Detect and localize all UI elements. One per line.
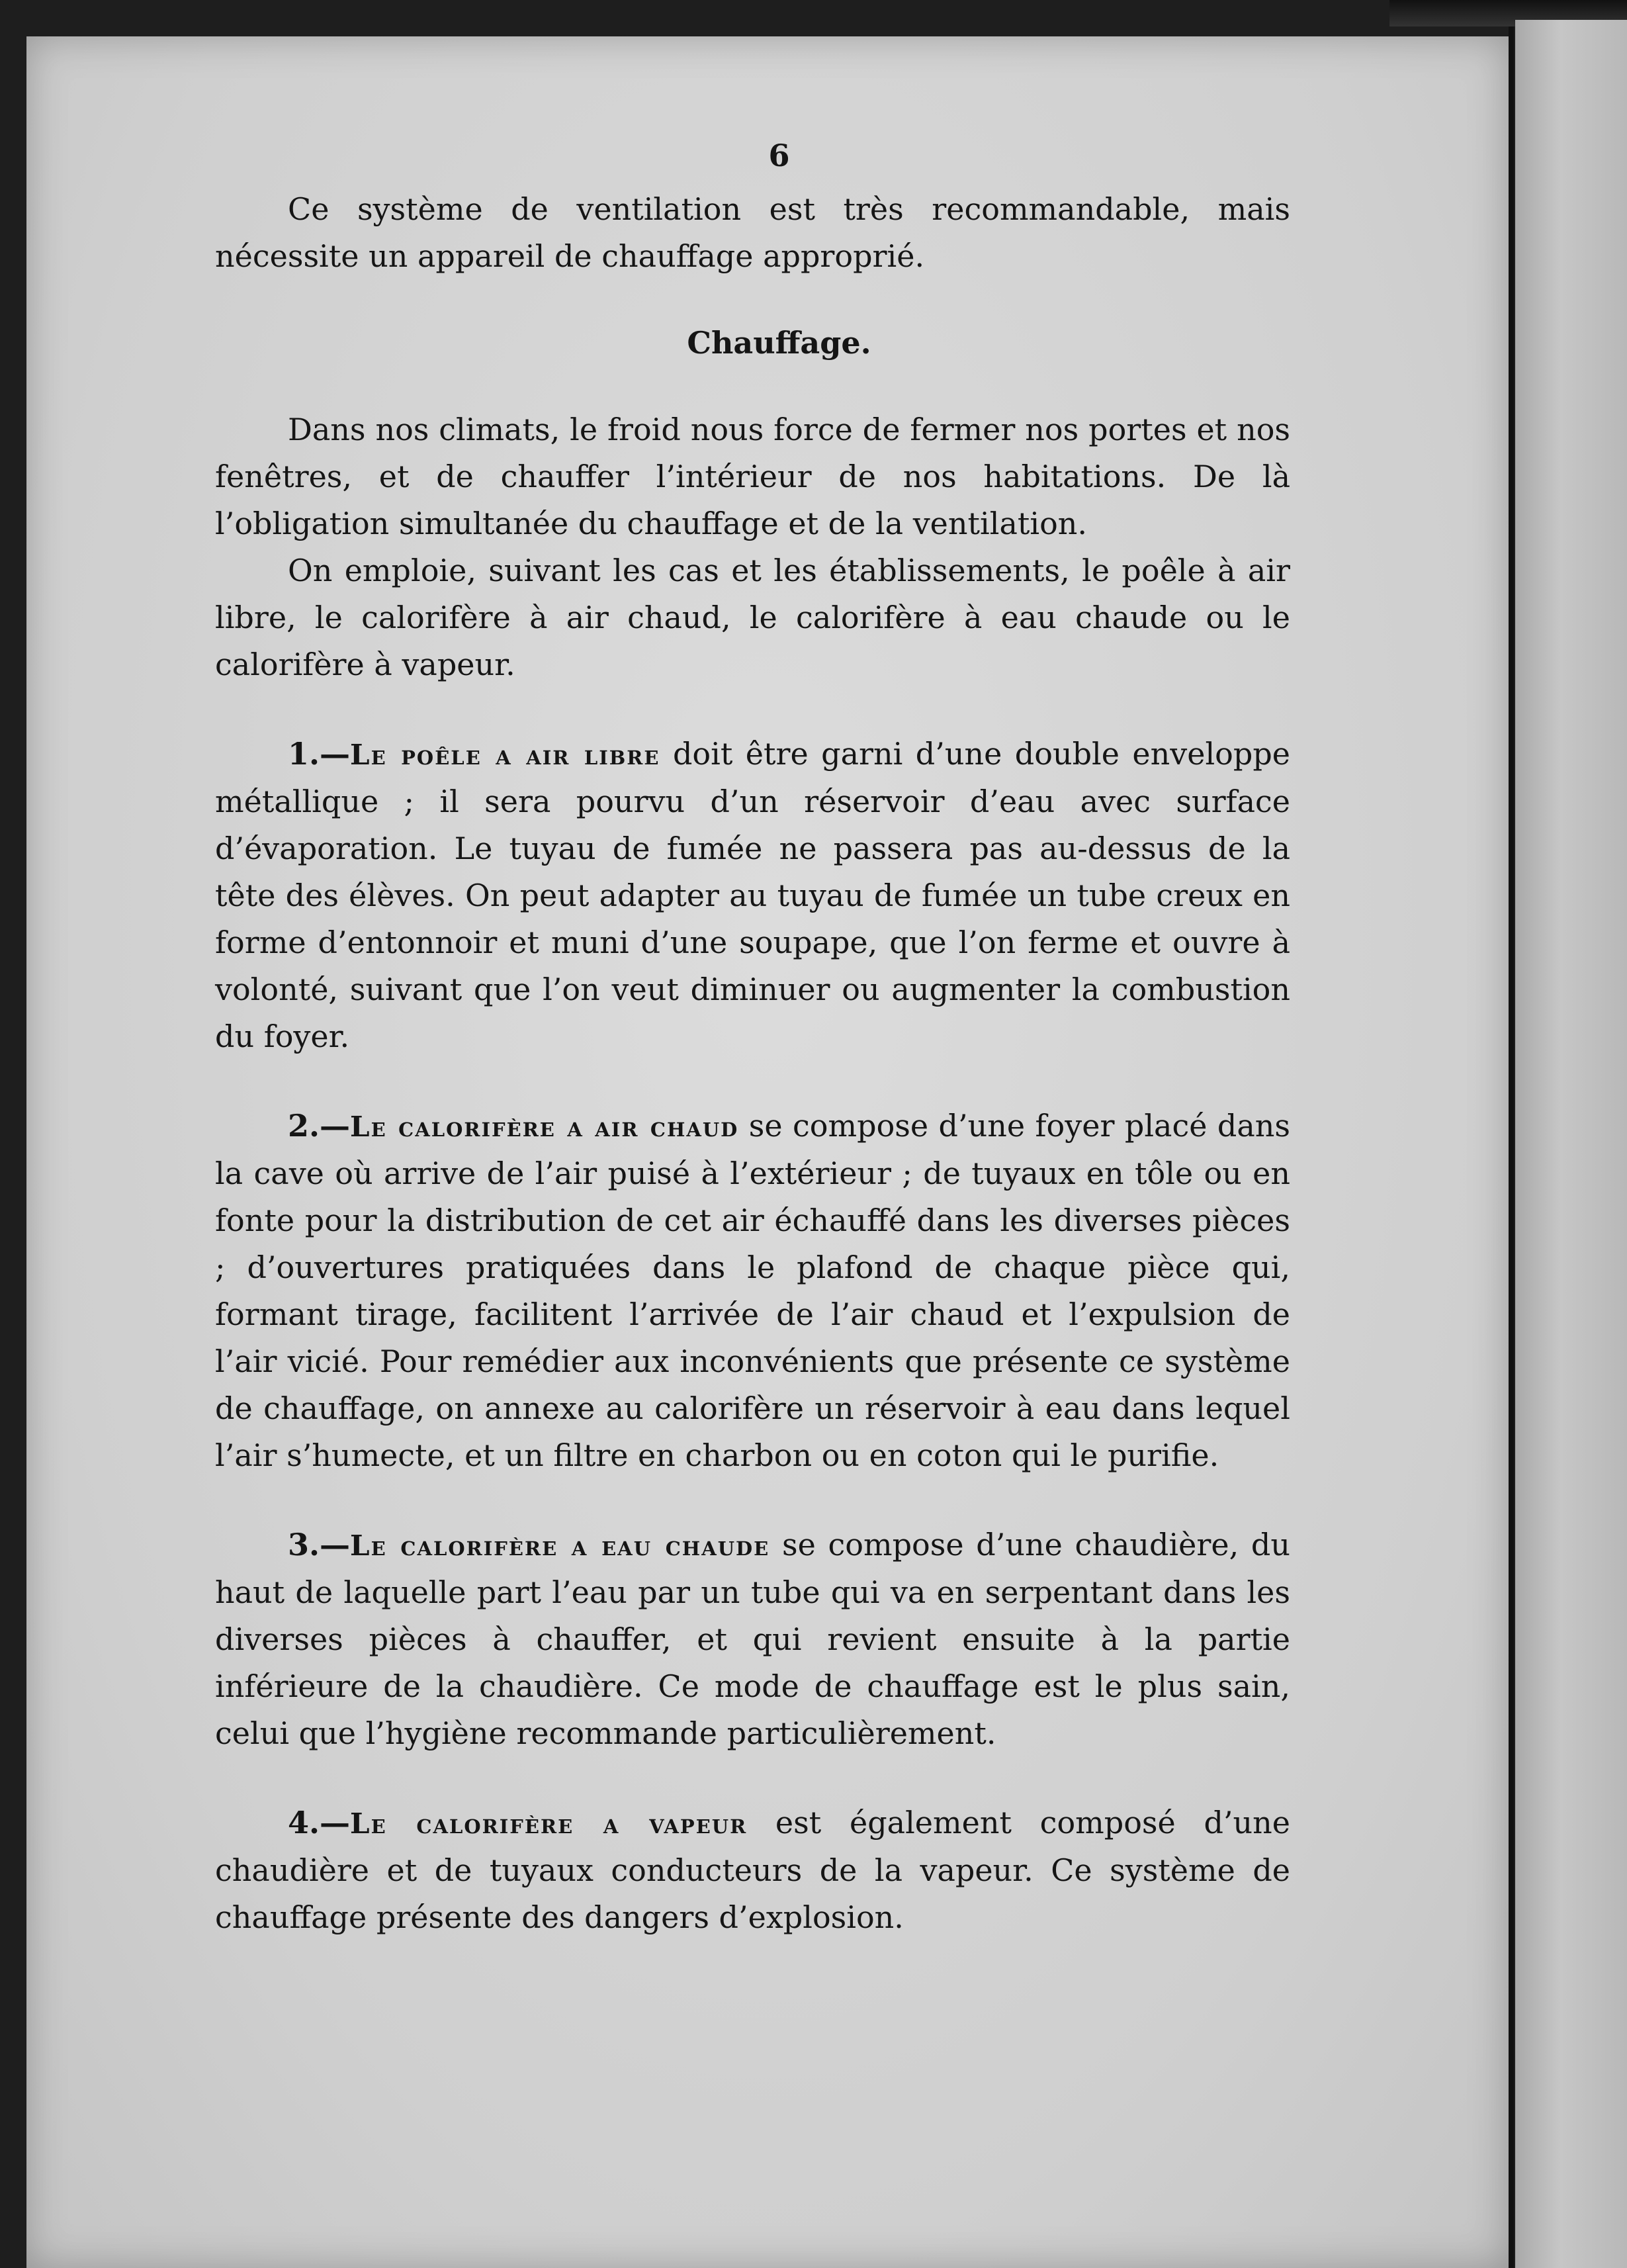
item-title: Le calorifère a eau chaude [350,1529,770,1562]
page-number: 6 [768,138,790,173]
item-text: doit être garni d’une double enveloppe métallique ; il sera pourvu d’un réservoir d’eau avec surface d’évaporation. Le tuyau de fumée ne passera pas au-dessus de la tête des élèves. On peut adapter au tuyau de fumée un tube creux en forme d’entonnoir et muni d’une soupape, que l’on ferme et ouvre à volonté, suivant que l’on veut diminuer ou augmenter la combustion du foyer. [215,736,1290,1054]
item-text: est également composé d’une chaudière et de tuyaux conducteurs de la vapeur. Ce système de chauffage présente des dangers d’explosion. [215,1805,1290,1935]
intro-paragraph: Ce système de ventilation est très recommandable, mais nécessite un appareil de chauffage approprié. [215,191,1290,274]
paragraph-climate: Dans nos climats, le froid nous force de fermer nos portes et nos fenêtres, et de chauffer l’intérieur de nos habitations. De là l’obligation simultanée du chauffage et de la ventilation. [215,412,1290,541]
paragraph-heating-types: On emploie, suivant les cas et les établissements, le poêle à air libre, le calorifère à air chaud, le calorifère à eau chaude ou le calorifère à vapeur. [215,553,1290,682]
item-number: 2.— [288,1108,351,1144]
item-1 [215,731,1290,1060]
item-2 [215,1103,1290,1479]
item-number: 4.— [288,1805,351,1840]
item-title: Le calorifère a vapeur [350,1807,748,1840]
item-text: se compose d’une chaudière, du haut de laquelle part l’eau par un tube qui va en serpentant dans les diverses pièces à chauffer, et qui revient ensuite à la partie inférieure de la chaudière. Ce mode de chauffage est le plus sain, celui que l’hygiène recommande particulièrement. [215,1527,1290,1751]
page-text [215,132,1290,1941]
item-number: 3.— [288,1527,351,1563]
spacer [215,1479,1290,1521]
item-title: Le poêle a air libre [350,739,660,771]
spacer [215,1757,1290,1799]
spacer [215,1060,1290,1103]
item-4 [215,1799,1290,1941]
item-number: 1.— [288,736,351,772]
section-heading: Chauffage. [687,325,871,361]
item-3 [215,1521,1290,1757]
item-text: se compose d’une foyer placé dans la cave où arrive de l’air puisé à l’extérieur ; de tuyaux en tôle ou en fonte pour la distribution de cet air échauffé dans les diverses pièces ; d’ouvertures pratiquées dans le plafond de chaque pièce qui, formant tirage, facilitent l’arrivée de l’air chaud et l’expulsion de l’air vicié. Pour remédier aux inconvénients que présente ce système de chauffage, on annexe au calorifère un réservoir à eau dans lequel l’air s’humecte, et un filtre en charbon ou en coton qui le purifie. [215,1108,1290,1473]
adjacent-page-edge [1515,20,1627,2268]
page-gutter [1509,26,1514,2268]
spacer [215,688,1290,731]
item-title: Le calorifère a air chaud [350,1111,739,1143]
